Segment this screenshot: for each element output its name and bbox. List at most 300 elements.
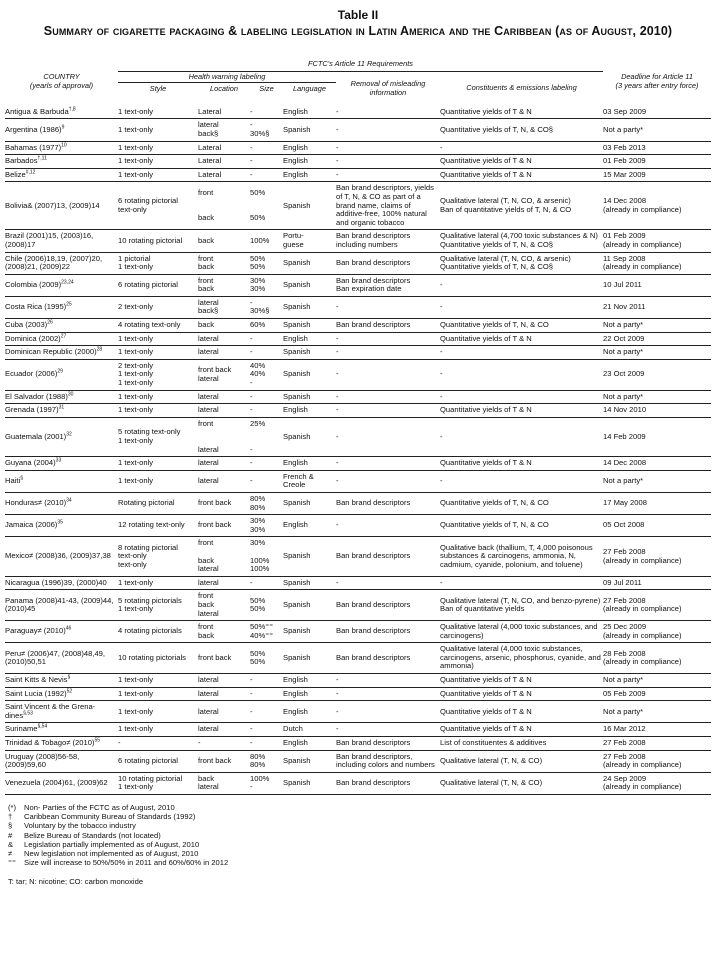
cell-deadline: 24 Sep 2009 (already in compliance) <box>603 772 711 794</box>
country-footnote-ref: 34 <box>66 497 72 504</box>
cell-size: 30% 100% 100% <box>250 537 283 576</box>
table-row <box>5 359 711 390</box>
country-footnote-ref: #,12 <box>25 169 36 176</box>
cell-size: 60% <box>250 319 283 333</box>
table-row <box>5 723 711 737</box>
cell-deadline: 01 Feb 2009 (already in compliance) <box>603 230 711 252</box>
cell-location: lateral <box>198 576 250 590</box>
cell-deadline: 05 Feb 2009 <box>603 687 711 701</box>
cell-deadline: Not a party* <box>603 674 711 688</box>
footnote-symbol: § <box>8 821 13 831</box>
country-name: Barbados <box>5 156 38 166</box>
cell-size: 100% - <box>250 772 283 794</box>
cell-location: lateral <box>198 346 250 360</box>
country-name: Costa Rica (1995) <box>5 302 67 312</box>
cell-language: Spanish <box>283 296 336 318</box>
country-footnote-ref: § <box>20 475 23 482</box>
cell-location: front lateral <box>198 417 250 456</box>
table-row <box>5 590 711 621</box>
table-row <box>5 296 711 318</box>
footnote-symbol: (*) <box>8 803 17 812</box>
country-name: Jamaica (2006) <box>5 520 58 530</box>
country-name: Saint Kitts & Nevis <box>5 675 68 685</box>
cell-location: back lateral <box>198 772 250 794</box>
cell-style: 4 rotating pictorials <box>118 621 198 643</box>
cell-constituents: Quantitative yields of T, N, & CO <box>440 492 603 514</box>
footnote <box>8 821 716 830</box>
cell-style: 10 rotating pictorial 1 text-only <box>118 772 198 794</box>
cell-size: 40% 40% - <box>250 359 283 390</box>
table-row <box>5 576 711 590</box>
cell-size: - <box>250 106 283 119</box>
cell-constituents: Quantitative yields of T & N <box>440 723 603 737</box>
abbreviations: T: tar; N: nicotine; CO: carbon monoxide <box>8 877 144 887</box>
cell-country <box>5 701 118 723</box>
cell-deadline: 03 Sep 2009 <box>603 106 711 119</box>
cell-constituents: Quantitative yields of T, N, & CO§ <box>440 119 603 141</box>
country-name: Uruguay (2008)56-58, (2009)59,60 <box>5 751 80 770</box>
cell-deadline: 16 Mar 2012 <box>603 723 711 737</box>
cell-removal: - <box>336 168 440 182</box>
cell-country <box>5 155 118 169</box>
cell-language: Spanish <box>283 750 336 772</box>
country-name: Guyana (2004) <box>5 458 56 468</box>
country-name: El Salvador (1988) <box>5 391 68 401</box>
cell-language: English <box>283 737 336 751</box>
cell-language: English <box>283 457 336 471</box>
table-row <box>5 737 711 751</box>
cell-country <box>5 674 118 688</box>
cell-language: Spanish <box>283 590 336 621</box>
country-footnote-ref: 23,24 <box>61 279 74 286</box>
cell-location: lateral <box>198 404 250 418</box>
cell-language: Spanish <box>283 182 336 230</box>
cell-removal: - <box>336 119 440 141</box>
cell-country <box>5 492 118 514</box>
header-removal: Removal of misleading information <box>350 79 426 97</box>
table-row <box>5 687 711 701</box>
country-name: Bahamas (1977) <box>5 142 62 152</box>
cell-location: front back <box>198 182 250 230</box>
cell-location: Lateral <box>198 155 250 169</box>
cell-constituents: - <box>440 141 603 155</box>
cell-location: Lateral <box>198 141 250 155</box>
header-fctc: FCTC's Article 11 Requirements <box>118 60 603 71</box>
cell-deadline: 27 Feb 2008 (already in compliance) <box>603 537 711 576</box>
cell-language: Spanish <box>283 417 336 456</box>
footnote-symbol: # <box>8 830 13 840</box>
cell-constituents: - <box>440 417 603 456</box>
cell-deadline: 15 Mar 2009 <box>603 168 711 182</box>
table-row <box>5 346 711 360</box>
cell-size: - <box>250 332 283 346</box>
cell-country <box>5 296 118 318</box>
cell-removal: - <box>336 332 440 346</box>
cell-deadline: 27 Feb 2008 (already in compliance) <box>603 750 711 772</box>
cell-removal: - <box>336 390 440 404</box>
cell-style: 4 rotating text-only <box>118 319 198 333</box>
cell-language: English <box>283 404 336 418</box>
cell-country <box>5 252 118 274</box>
cell-constituents: Qualitative back (thallium, T, 4,000 poisonous substances & carcinogens, ammonia, N, cadmium, cyanide, polonium, and toluene) <box>440 537 603 576</box>
cell-constituents: Qualitative lateral (T, N, & CO) <box>440 750 603 772</box>
cell-style: 1 text-only <box>118 723 198 737</box>
country-footnote-ref: 10 <box>61 142 67 149</box>
footnote <box>8 849 716 858</box>
cell-size: 50% 50% <box>250 643 283 674</box>
cell-constituents: Quantitative yields of T, N, & CO <box>440 319 603 333</box>
cell-language: English <box>283 155 336 169</box>
header-deadline: Deadline for Article 11 (3 years after entry force) <box>615 72 699 90</box>
cell-style: 1 text-only <box>118 155 198 169</box>
cell-style: 1 pictorial 1 text-only <box>118 252 198 274</box>
cell-language: English <box>283 168 336 182</box>
cell-removal: Ban brand descriptors, yields of T, N, & CO as part of a brand name, claims of additive-free, 100% natural and organic tobacco <box>336 182 440 230</box>
cell-language: Spanish <box>283 576 336 590</box>
cell-language: Spanish <box>283 492 336 514</box>
cell-country <box>5 515 118 537</box>
cell-style: 1 text-only <box>118 701 198 723</box>
cell-deadline: 14 Nov 2010 <box>603 404 711 418</box>
cell-style: 1 text-only <box>118 470 198 492</box>
country-footnote-ref: †,11 <box>37 155 47 162</box>
cell-size: - <box>250 141 283 155</box>
cell-constituents: Qualitative lateral (T, N, CO, & arsenic) Ban of quantitative yields of T, N, & CO <box>440 182 603 230</box>
cell-constituents: Quantitative yields of T & N <box>440 687 603 701</box>
cell-style: 1 text-only <box>118 346 198 360</box>
cell-constituents: Quantitative yields of T, N, & CO <box>440 515 603 537</box>
cell-country <box>5 274 118 296</box>
country-name: Bolivia& (2007)13, (2009)14 <box>5 200 100 210</box>
cell-deadline: 14 Dec 2008 <box>603 457 711 471</box>
cell-removal: Ban brand descriptors <box>336 252 440 274</box>
table-row <box>5 141 711 155</box>
cell-style: 10 rotating pictorial <box>118 230 198 252</box>
cell-deadline: 01 Feb 2009 <box>603 155 711 169</box>
country-name: Haiti <box>5 476 21 486</box>
country-name: Guatemala (2001) <box>5 431 67 441</box>
footnote <box>8 831 716 840</box>
country-footnote-ref: 31 <box>58 404 65 411</box>
cell-language: English <box>283 106 336 119</box>
cell-removal: - <box>336 106 440 119</box>
table-row <box>5 182 711 230</box>
cell-style: 6 rotating pictorial <box>118 274 198 296</box>
cell-location: front back <box>198 515 250 537</box>
cell-location: Lateral <box>198 106 250 119</box>
cell-removal: Ban brand descriptors Ban expiration date <box>336 274 440 296</box>
cell-removal: - <box>336 515 440 537</box>
table-row <box>5 470 711 492</box>
table-row <box>5 168 711 182</box>
cell-language: Spanish <box>283 772 336 794</box>
cell-size: - <box>250 674 283 688</box>
cell-deadline: 11 Sep 2008 (already in compliance) <box>603 252 711 274</box>
cell-location: lateral <box>198 687 250 701</box>
header-country: COUNTRY (yearls of approval) <box>29 72 94 90</box>
table-row <box>5 457 711 471</box>
cell-removal: Ban brand descriptors <box>336 492 440 514</box>
cell-language: Spanish <box>283 359 336 390</box>
cell-deadline: Not a party* <box>603 701 711 723</box>
cell-removal: Ban brand descriptors <box>336 621 440 643</box>
country-footnote-ref: 25 <box>66 301 72 308</box>
header-constituents: Constituents & emissions labeling <box>466 83 577 93</box>
cell-location: front back <box>198 252 250 274</box>
cell-removal: - <box>336 359 440 390</box>
cell-country <box>5 643 118 674</box>
country-name: Grenada (1997) <box>5 405 59 415</box>
cell-constituents: Qualitative lateral (4,700 toxic substances & N) Quantitative yields of T, N, & CO§ <box>440 230 603 252</box>
cell-deadline: 25 Dec 2009 (already in compliance) <box>603 621 711 643</box>
country-footnote-ref: 26 <box>47 319 53 326</box>
cell-style: 1 text-only <box>118 141 198 155</box>
country-name: Suriname <box>5 724 38 734</box>
table-row <box>5 701 711 723</box>
table-row <box>5 404 711 418</box>
cell-country <box>5 723 118 737</box>
country-footnote-ref: 9 <box>61 124 65 131</box>
cell-language: Spanish <box>283 119 336 141</box>
cell-style: 1 text-only <box>118 390 198 404</box>
cell-country <box>5 359 118 390</box>
cell-location: lateral <box>198 723 250 737</box>
table-subtitle: Summary of cigarette packaging & labeling legislation in Latin America and the Caribbean (as of August, 2010) <box>43 24 673 38</box>
cell-style: 10 rotating pictorials <box>118 643 198 674</box>
cell-style: 5 rotating pictorials 1 text-only <box>118 590 198 621</box>
cell-language: Portu- guese <box>283 230 336 252</box>
cell-constituents: - <box>440 296 603 318</box>
cell-size: - <box>250 155 283 169</box>
cell-language: French & Creole <box>283 470 336 492</box>
cell-removal: - <box>336 687 440 701</box>
cell-language: English <box>283 141 336 155</box>
cell-size: 50% 50% <box>250 252 283 274</box>
cell-country <box>5 537 118 576</box>
cell-size: 50% 50% <box>250 182 283 230</box>
cell-deadline: 27 Feb 2008 (already in compliance) <box>603 590 711 621</box>
country-name: Peru≠ (2006)47, (2008)48,49, (2010)50,51 <box>5 648 105 667</box>
country-name: Honduras≠ (2010) <box>5 498 67 508</box>
cell-size: 50% 50% <box>250 590 283 621</box>
cell-constituents: - <box>440 390 603 404</box>
cell-style: 1 text-only <box>118 687 198 701</box>
country-footnote-ref: 28 <box>96 346 103 353</box>
cell-country <box>5 168 118 182</box>
cell-deadline: 05 Oct 2008 <box>603 515 711 537</box>
country-name: Cuba (2003) <box>5 320 48 330</box>
country-name: Belize <box>5 169 26 179</box>
country-name: Saint Vincent & the Grena-dines <box>5 702 96 720</box>
cell-size: - <box>250 390 283 404</box>
cell-deadline: 10 Jul 2011 <box>603 274 711 296</box>
cell-country <box>5 417 118 456</box>
footnote-text: Legislation partially implemented as of August, 2010 <box>24 839 200 849</box>
table-row <box>5 106 711 119</box>
cell-removal: - <box>336 296 440 318</box>
footnote-symbol: & <box>8 839 14 849</box>
header-size: Size <box>259 84 274 94</box>
cell-country <box>5 750 118 772</box>
cell-constituents: Quantitative yields of T & N <box>440 106 603 119</box>
cell-deadline: 27 Feb 2008 <box>603 737 711 751</box>
cell-language: Spanish <box>283 319 336 333</box>
cell-size: - <box>250 576 283 590</box>
cell-language: English <box>283 332 336 346</box>
cell-style: 6 rotating pictorial <box>118 750 198 772</box>
cell-removal: - <box>336 457 440 471</box>
cell-location: front back lateral <box>198 359 250 390</box>
cell-size: - <box>250 470 283 492</box>
cell-size: - <box>250 701 283 723</box>
cell-removal: - <box>336 346 440 360</box>
country-name: Nicaragua (1996)39, (2000)40 <box>5 577 107 587</box>
cell-language: English <box>283 674 336 688</box>
cell-style: 1 text-only <box>118 576 198 590</box>
cell-style: 1 text-only <box>118 332 198 346</box>
cell-removal: Ban brand descriptors <box>336 772 440 794</box>
cell-constituents: Qualitative lateral (T, N, CO, & arsenic) Quantitative yields of T, N, & CO§ <box>440 252 603 274</box>
country-footnote-ref: §,53 <box>23 710 33 717</box>
cell-deadline: Not a party* <box>603 319 711 333</box>
cell-location: lateral <box>198 701 250 723</box>
country-name: Venezuela (2004)61, (2009)62 <box>5 778 108 788</box>
table-title: Table II <box>337 8 379 22</box>
cell-constituents: - <box>440 359 603 390</box>
cell-size: 80% 80% <box>250 492 283 514</box>
cell-country <box>5 106 118 119</box>
country-name: Antigua & Barbuda <box>5 106 69 116</box>
cell-language: Spanish <box>283 643 336 674</box>
cell-style: 2 text-only 1 text-only 1 text-only <box>118 359 198 390</box>
cell-style: 1 text-only <box>118 404 198 418</box>
cell-size: - <box>250 168 283 182</box>
cell-removal: - <box>336 417 440 456</box>
cell-deadline: 28 Feb 2008 (already in compliance) <box>603 643 711 674</box>
country-name: Argentina (1986) <box>5 124 62 134</box>
cell-country <box>5 457 118 471</box>
table-row <box>5 390 711 404</box>
footnote <box>8 840 716 849</box>
table-row <box>5 417 711 456</box>
header-health-warning: Health warning labeling <box>118 71 336 83</box>
cell-removal: - <box>336 155 440 169</box>
cell-style: - <box>118 737 198 751</box>
header-location: Location <box>210 84 238 94</box>
cell-style: 6 rotating pictorial text-only <box>118 182 198 230</box>
table-row <box>5 252 711 274</box>
cell-constituents: Quantitative yields of T & N <box>440 332 603 346</box>
cell-country <box>5 319 118 333</box>
cell-language: English <box>283 515 336 537</box>
cell-removal: - <box>336 701 440 723</box>
cell-deadline: 22 Oct 2009 <box>603 332 711 346</box>
footnote-symbol: ⁼⁼ <box>8 858 17 868</box>
cell-removal: Ban brand descriptors <box>336 537 440 576</box>
cell-language: Spanish <box>283 274 336 296</box>
cell-constituents: Qualitative lateral (T, N, & CO) <box>440 772 603 794</box>
cell-removal: - <box>336 470 440 492</box>
cell-constituents: Quantitative yields of T & N <box>440 404 603 418</box>
cell-location: back <box>198 230 250 252</box>
cell-country <box>5 346 118 360</box>
cell-deadline: Not a party* <box>603 346 711 360</box>
cell-location: front back <box>198 492 250 514</box>
cell-style: 5 rotating text-only 1 text-only <box>118 417 198 456</box>
cell-removal: Ban brand descriptors <box>336 319 440 333</box>
cell-style: 1 text-only <box>118 168 198 182</box>
cell-location: front back <box>198 643 250 674</box>
table-body <box>5 106 711 795</box>
cell-constituents: - <box>440 346 603 360</box>
cell-removal: Ban brand descriptors <box>336 737 440 751</box>
cell-constituents: List of constituentes & additives <box>440 737 603 751</box>
footnote-text: Size will increase to 50%/50% in 2011 and 60%/60% in 2012 <box>24 858 229 868</box>
cell-location: lateral <box>198 457 250 471</box>
legislation-table <box>5 60 711 795</box>
footnote-symbol: ≠ <box>8 849 13 859</box>
table-row <box>5 319 711 333</box>
footnote <box>8 858 716 867</box>
cell-location: front back <box>198 274 250 296</box>
cell-style: 1 text-only <box>118 106 198 119</box>
country-footnote-ref: § <box>67 674 71 681</box>
cell-removal: Ban brand descriptors, including colors and numbers <box>336 750 440 772</box>
cell-removal: - <box>336 141 440 155</box>
cell-language: English <box>283 701 336 723</box>
cell-constituents: - <box>440 576 603 590</box>
cell-deadline: 14 Feb 2009 <box>603 417 711 456</box>
cell-deadline: 17 May 2008 <box>603 492 711 514</box>
cell-style: 1 text-only <box>118 119 198 141</box>
cell-country <box>5 332 118 346</box>
cell-removal: Ban brand descriptors including numbers <box>336 230 440 252</box>
cell-size: 80% 80% <box>250 750 283 772</box>
cell-removal: Ban brand descriptors <box>336 643 440 674</box>
country-footnote-ref: 29 <box>57 368 63 375</box>
cell-constituents: Quantitative yields of T & N <box>440 701 603 723</box>
cell-country <box>5 390 118 404</box>
cell-deadline: 09 Jul 2011 <box>603 576 711 590</box>
cell-language: Spanish <box>283 252 336 274</box>
country-name: Panama (2008)41-43, (2009)44, (2010)45 <box>5 595 114 614</box>
cell-country <box>5 230 118 252</box>
cell-size: - 30%§ <box>250 296 283 318</box>
table-row <box>5 332 711 346</box>
table-row <box>5 492 711 514</box>
table-row <box>5 643 711 674</box>
country-name: Trinidad & Tobago≠ (2010) <box>5 738 95 748</box>
country-footnote-ref: 27 <box>60 333 67 340</box>
country-name: Ecuador (2006) <box>5 369 58 379</box>
cell-location: lateral <box>198 332 250 346</box>
table-row <box>5 515 711 537</box>
cell-removal: - <box>336 404 440 418</box>
country-footnote-ref: †,8 <box>68 106 76 113</box>
country-footnote-ref: 52 <box>66 688 73 695</box>
footnote-text: Caribbean Community Bureau of Standards (1992) <box>24 812 196 822</box>
country-name: Dominica (2002) <box>5 333 61 343</box>
cell-country <box>5 772 118 794</box>
cell-language: English <box>283 687 336 701</box>
country-name: Saint Lucia (1992) <box>5 688 67 698</box>
cell-deadline: Not a party* <box>603 470 711 492</box>
cell-size: - <box>250 723 283 737</box>
cell-size: 30% 30% <box>250 274 283 296</box>
cell-deadline: 03 Feb 2013 <box>603 141 711 155</box>
cell-country <box>5 621 118 643</box>
cell-location: lateral <box>198 390 250 404</box>
